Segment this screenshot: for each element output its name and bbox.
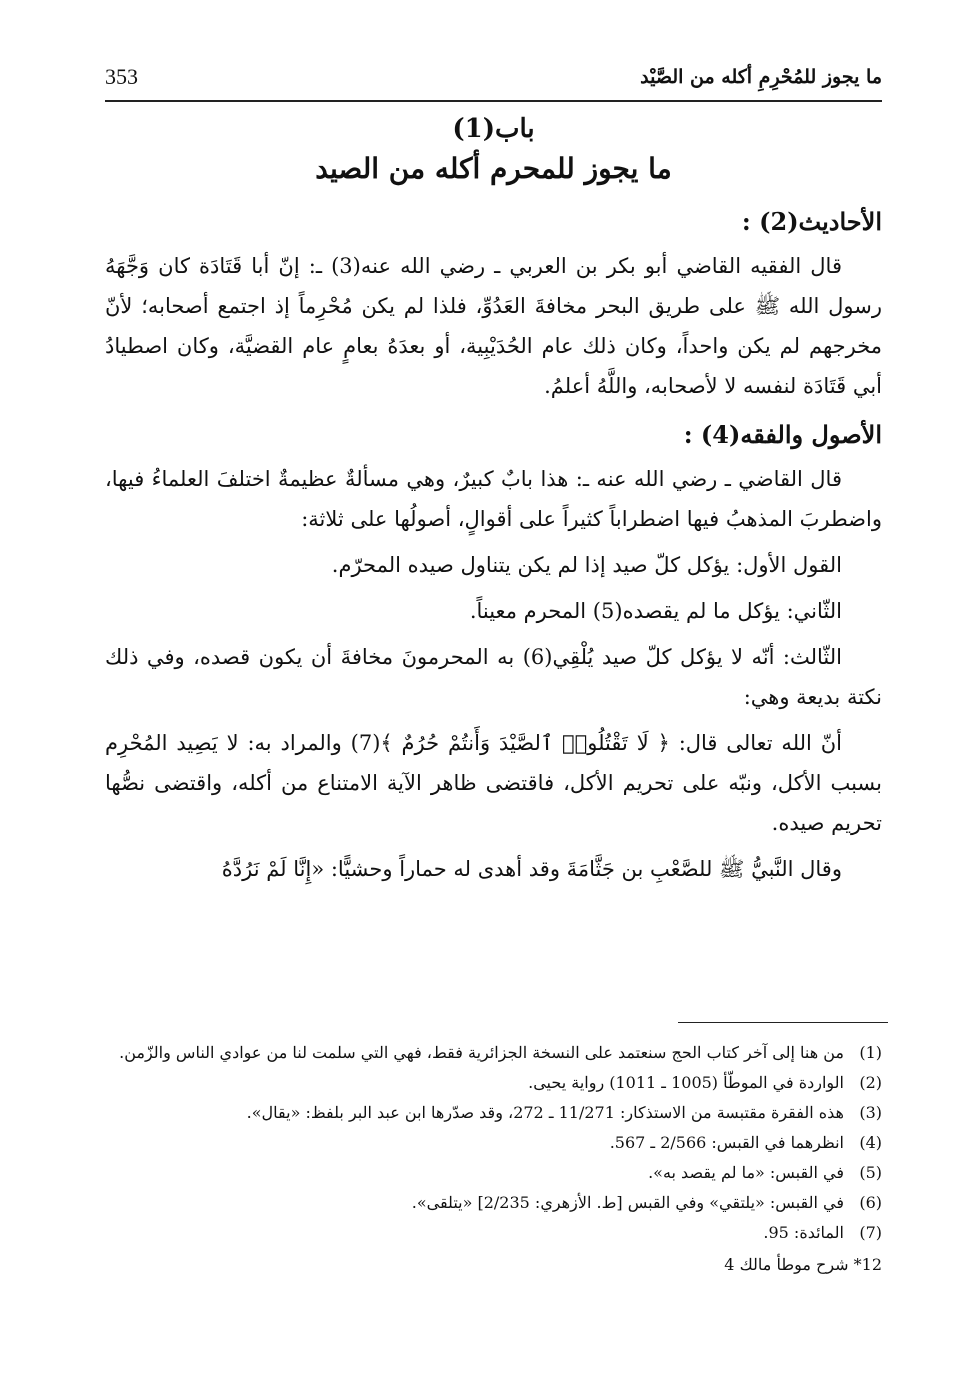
- paragraph-hadith-saab: وقال النَّبيُّ ﷺ للصَّعْبِ بن جَثَّامَةَ وقد أهدى له حماراً وحشيًّا: «إِنَّا لَمْ نَرُدَّهُ: [221, 857, 842, 881]
- page-header: [105, 58, 882, 102]
- footnote-number: (4): [859, 1133, 882, 1152]
- paragraph-first-opinion: القول الأول: يؤكل كلّ صيد إذا لم يكن يتناول صيده المحرّم.: [331, 553, 842, 577]
- footnote-number: (2): [859, 1073, 882, 1092]
- footnote-text: المائدة: 95.: [763, 1223, 844, 1242]
- footnote-number: (5): [859, 1163, 882, 1182]
- paragraph-ayah: أنّ الله تعالى قال: ﴿ لَا تَقْتُلُوا۟ ٱلصَّيْدَ وَأَنتُمْ حُرُمٌ ﴾(7) والمراد به: لا يَصِيد المُحْرِم بسبب الأكل، ونبّه على تحريم الأكل، فاقتضى ظاهر الآية الامتناع من أكله، واقتضى نصُّها تحريم صيده.: [105, 731, 882, 835]
- footnote: [105, 1218, 882, 1248]
- footnote-number: (6): [859, 1193, 882, 1212]
- footnote-text: هذه الفقرة مقتبسة من الاستذكار: 11/271 ـ 272، وقد صدّرها ابن عبد البر بلفظ: «يقال».: [246, 1103, 844, 1122]
- footnote: [105, 1188, 882, 1218]
- paragraph-ahadith: قال الفقيه القاضي أبو بكر بن العربي ـ رضي الله عنه(3) ـ: إنّ أبا قَتَادَة كان وَجَّهَهُ رسول الله ﷺ على طريق البحر مخافةَ العَدُوِّ، فلذا لم يكن مُحْرِماً إذ اجتمع أصحابه؛ لأنّ مخرجهم لم يكن واحداً، وكان ذلك عام الحُدَيْبِية، أو بعدَهُ بعامٍ عام القضيَّة، وكان اصطيادُ أبي قَتَادَة لنفسه لا لأصحابه، واللَّهُ أعلمُ.: [105, 254, 882, 398]
- paragraph-third-opinion: الثّالث: أنّه لا يؤكل كلّ صيد يُلْقِي(6) به المحرمونَ مخافةَ أن يكون قصده، وفي ذلك نكتة بديعة وهي:: [105, 645, 882, 709]
- page-number: 353: [105, 64, 138, 89]
- section-heading-ahadith: الأحاديث(2) :: [741, 207, 882, 236]
- paragraph-usul: قال القاضي ـ رضي الله عنه ـ: هذا بابٌ كبيرٌ، وهي مسألةٌ عظيمةٌ اختلفَ العلماءُ فيها، واضطربَ المذهبُ فيها اضطراباً كثيراً على أقوالٍ، أصولُها على ثلاثة:: [105, 467, 882, 531]
- footnote-text: من هنا إلى آخر كتاب الحج سنعتمد على النسخة الجزائرية فقط، فهي التي سلمت لنا من عوادي الناس والزّمن.: [119, 1043, 844, 1062]
- footnote: [105, 1068, 882, 1098]
- section-heading-usul: الأصول والفقه(4) :: [683, 420, 882, 449]
- footnote: [105, 1038, 882, 1068]
- chapter-label: باب(1): [452, 114, 535, 144]
- footnote: [105, 1158, 882, 1188]
- printer-signature: 12* شرح موطأ مالك 4: [724, 1255, 882, 1274]
- footnote: [105, 1098, 882, 1128]
- footnote-number: (1): [859, 1043, 882, 1062]
- footnote-number: (3): [859, 1103, 882, 1122]
- footnote-text: في القبس: «ما لم يقصد به».: [648, 1163, 844, 1182]
- main-text: [105, 108, 882, 895]
- footnote: [105, 1128, 882, 1158]
- running-title: ما يجوز للمُحْرِمِ أكله من الصَّيْد: [640, 66, 882, 88]
- chapter-title: ما يجوز للمحرم أكله من الصيد: [315, 152, 672, 185]
- footnotes: [105, 1038, 882, 1280]
- footnote-text: انظرهما في القبس: 2/566 ـ 567.: [609, 1133, 844, 1152]
- paragraph-second-opinion: الثّاني: يؤكل ما لم يقصده(5) المحرم معيناً.: [469, 599, 842, 623]
- footnote-text: في القبس: «يلتقي» وفي القبس [ط. الأزهري: 2/235] «يتلقى».: [411, 1193, 844, 1212]
- footnote-number: (7): [859, 1223, 882, 1242]
- footnote-divider: [678, 1022, 888, 1023]
- footnote-text: الواردة في الموطّأ (1005 ـ 1011) رواية يحيى.: [528, 1073, 844, 1092]
